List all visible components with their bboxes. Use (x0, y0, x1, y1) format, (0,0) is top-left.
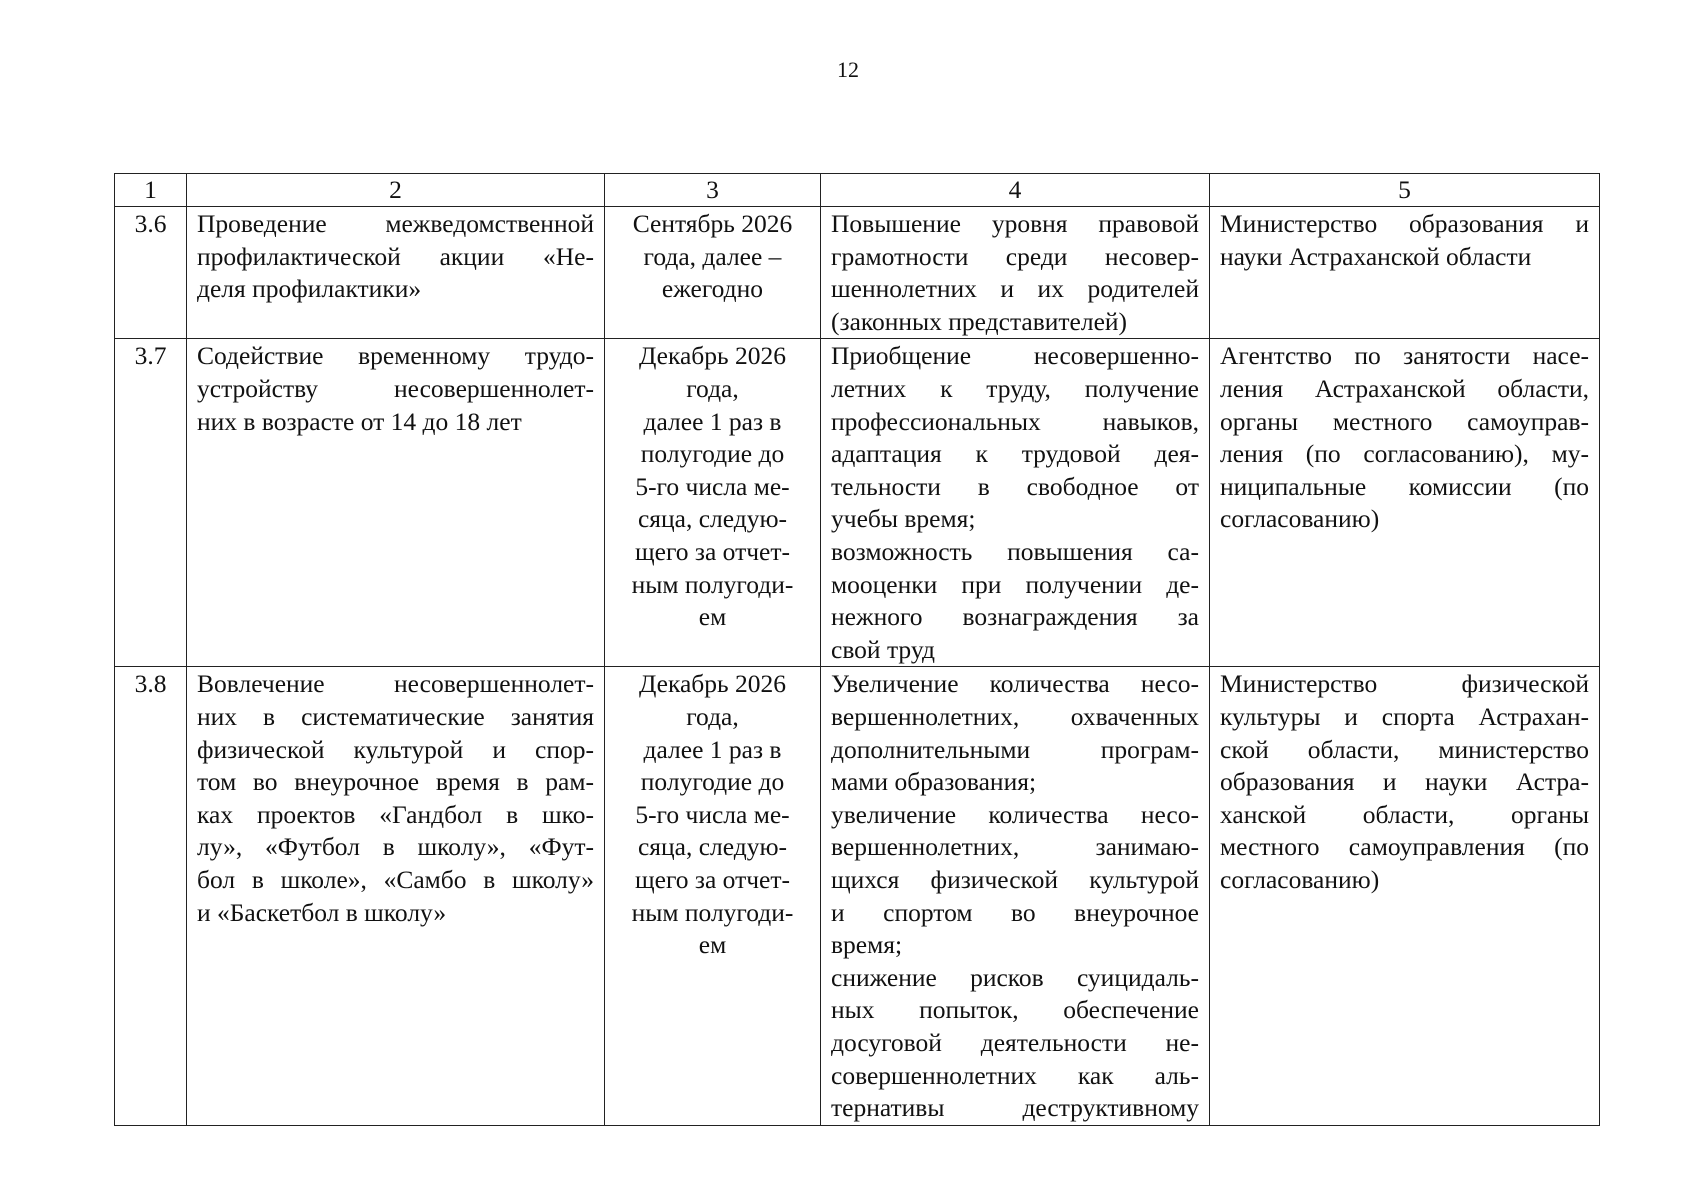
deadline-line: сяца, следую- (637, 504, 788, 534)
result-line: Повышение уровня правовой (831, 209, 1199, 238)
responsible-line: образования и науки Астра- (1220, 767, 1589, 797)
deadline-line: полугодие до (640, 439, 785, 469)
column-number: 2 (187, 174, 605, 207)
activity-cell (187, 667, 605, 1125)
activity-line: устройству несовершеннолет- (197, 373, 594, 403)
page-number: 12 (837, 57, 859, 82)
deadline-line: полугодие до (640, 767, 785, 797)
deadline-line: щего за отчет- (634, 536, 790, 566)
result-line: время; (831, 930, 903, 960)
plan-table (114, 173, 1600, 1126)
activity-cell (187, 339, 605, 667)
result-cell (821, 667, 1210, 1125)
result-line: Увеличение количества несо- (831, 669, 1199, 699)
responsible-line: согласованию) (1220, 504, 1380, 534)
deadline-cell (605, 339, 821, 667)
activity-line: них в возрасте от 14 до 18 лет (197, 406, 522, 436)
responsible-line: ханской области, органы (1220, 799, 1589, 829)
responsible-cell (1210, 207, 1600, 339)
result-line: досуговой деятельности не- (831, 1027, 1199, 1057)
responsible-line: согласованию) (1220, 864, 1380, 894)
activity-line: и «Баскетбол в школу» (197, 897, 447, 927)
result-line: увеличение количества несо- (831, 799, 1199, 829)
deadline-line: ным полугоди- (631, 569, 794, 599)
result-line: грамотности среди несовер- (831, 241, 1199, 271)
deadline-line: года, (686, 373, 739, 403)
activity-line: том во внеурочное время в рам- (197, 767, 594, 797)
deadline-line: щего за отчет- (634, 864, 790, 894)
result-line: вершеннолетних, охваченных (831, 701, 1199, 731)
deadline-line: сяца, следую- (637, 832, 788, 862)
result-cell (821, 207, 1210, 339)
result-line: шеннолетних и их родителей (831, 274, 1199, 304)
result-line: и спортом во внеурочное (831, 897, 1199, 927)
deadline-line: далее 1 раз в (643, 734, 782, 764)
responsible-line: ления (по согласованию), му- (1220, 439, 1589, 469)
activity-line: них в систематические занятия (197, 701, 594, 731)
activity-line: Вовлечение несовершеннолет- (197, 669, 594, 699)
result-line: адаптация к трудовой дея- (831, 439, 1199, 469)
activity-line: Проведение межведомственной (197, 209, 594, 238)
responsible-line: культуры и спорта Астрахан- (1220, 701, 1589, 731)
result-line: возможность повышения са- (831, 536, 1199, 566)
deadline-cell (605, 207, 821, 339)
deadline-line: 5-го числа ме- (635, 471, 790, 501)
activity-line: физической культурой и спор- (197, 734, 594, 764)
activity-line: деля профилактики» (197, 274, 422, 304)
responsible-line: ниципальные комиссии (по (1220, 471, 1589, 501)
result-cell (821, 339, 1210, 667)
column-number: 5 (1210, 174, 1600, 207)
result-line: вершеннолетних, занимаю- (831, 832, 1199, 862)
result-line: мами образования; (831, 767, 1037, 797)
result-line: мооценки при получении де- (831, 569, 1199, 599)
activity-line: ках проектов «Гандбол в шко- (197, 799, 594, 829)
result-line: летних к труду, получение (831, 373, 1199, 403)
responsible-line: Министерство физической (1220, 669, 1589, 699)
result-line: (законных представителей) (831, 306, 1128, 336)
result-line: тельности в свободное от (831, 471, 1199, 501)
result-line: тернативы деструктивному (831, 1093, 1199, 1123)
row-number: 3.6 (115, 207, 187, 339)
column-number: 3 (605, 174, 821, 207)
table-row (115, 339, 1600, 667)
activity-line: бол в школе», «Самбо в школу» (197, 864, 594, 894)
row-number: 3.7 (115, 339, 187, 667)
result-line: дополнительными програм- (831, 734, 1199, 764)
table-row (115, 667, 1600, 1125)
result-line: свой труд (831, 634, 935, 664)
result-line: ных попыток, обеспечение (831, 995, 1199, 1025)
deadline-line: года, далее – (643, 241, 782, 271)
activity-cell (187, 207, 605, 339)
deadline-cell (605, 667, 821, 1125)
deadline-line: Декабрь 2026 (638, 669, 787, 699)
result-line: щихся физической культурой (831, 864, 1199, 894)
column-number: 1 (115, 174, 187, 207)
responsible-line: местного самоуправления (по (1220, 832, 1589, 862)
table-row (115, 207, 1600, 339)
deadline-line: ежегодно (661, 274, 764, 304)
responsible-cell (1210, 339, 1600, 667)
responsible-line: Агентство по занятости насе- (1220, 341, 1589, 371)
responsible-line: Министерство образования и (1220, 209, 1589, 238)
activity-line: профилактической акции «Не- (197, 241, 594, 271)
result-line: Приобщение несовершенно- (831, 341, 1199, 371)
result-line: совершеннолетних как аль- (831, 1060, 1199, 1090)
activity-line: Содействие временному трудо- (197, 341, 594, 371)
row-number: 3.8 (115, 667, 187, 1125)
deadline-line: ем (698, 602, 727, 632)
column-number: 4 (821, 174, 1210, 207)
deadline-line: 5-го числа ме- (635, 799, 790, 829)
responsible-line: ской области, министерство (1220, 734, 1589, 764)
result-line: профессиональных навыков, (831, 406, 1199, 436)
deadline-line: Декабрь 2026 (638, 341, 787, 371)
responsible-line: науки Астраханской области (1220, 241, 1532, 271)
result-line: нежного вознаграждения за (831, 602, 1199, 632)
deadline-line: года, (686, 701, 739, 731)
result-line: учебы время; (831, 504, 976, 534)
deadline-line: ем (698, 930, 727, 960)
deadline-line: далее 1 раз в (643, 406, 782, 436)
responsible-line: ления Астраханской области, (1220, 373, 1589, 403)
result-line: снижение рисков суицидаль- (831, 962, 1199, 992)
responsible-cell (1210, 667, 1600, 1125)
activity-line: лу», «Футбол в школу», «Фут- (197, 832, 594, 862)
column-number-row (115, 174, 1600, 207)
deadline-line: ным полугоди- (631, 897, 794, 927)
deadline-line: Сентябрь 2026 (632, 209, 793, 238)
responsible-line: органы местного самоуправ- (1220, 406, 1589, 436)
